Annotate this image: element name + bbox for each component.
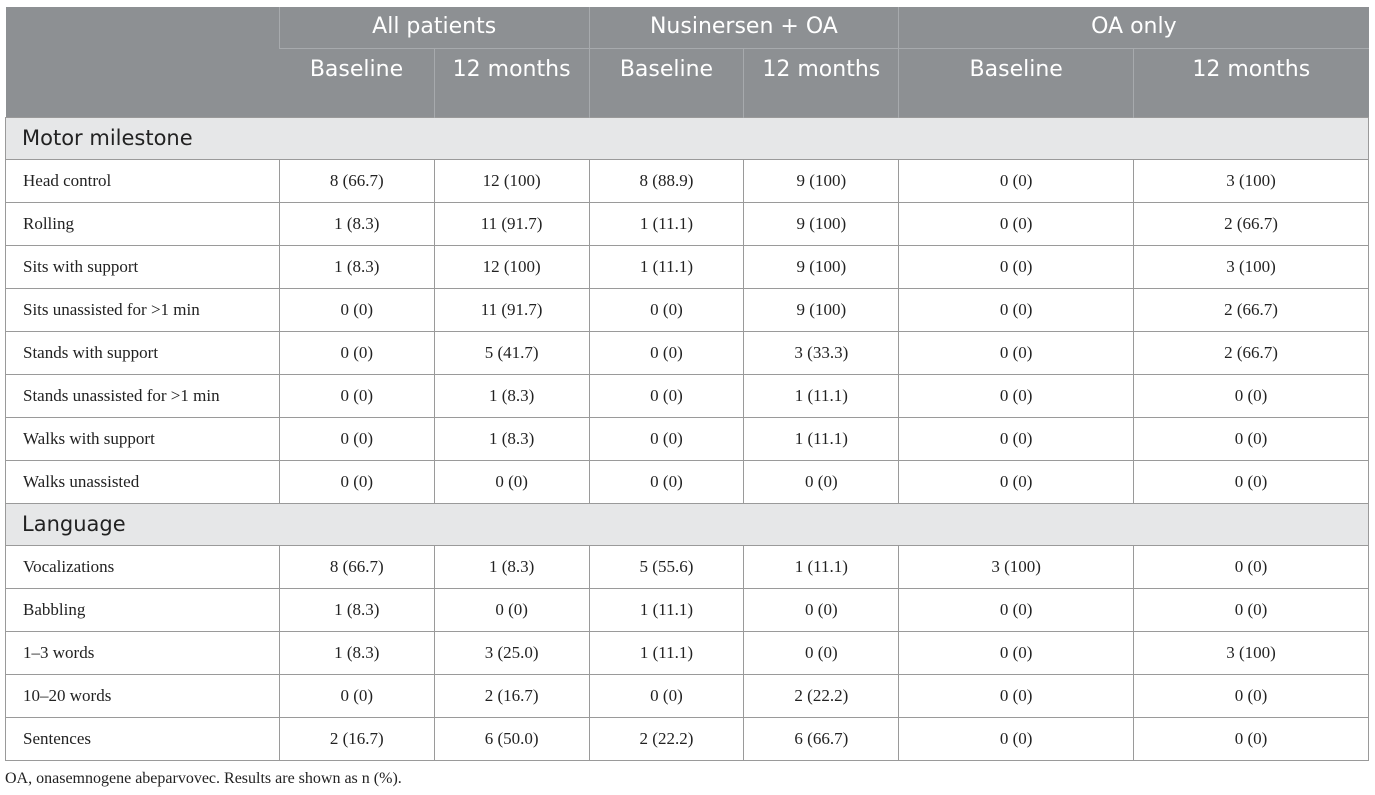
- table-cell: 5 (41.7): [434, 331, 589, 374]
- row-label: 10–20 words: [6, 674, 280, 717]
- table-cell: 0 (0): [279, 674, 434, 717]
- table-cell: 1 (11.1): [744, 545, 899, 588]
- table-cell: 9 (100): [744, 202, 899, 245]
- table-row: [6, 288, 1369, 331]
- group-header-all-patients: All patients: [279, 7, 589, 48]
- table-row: [6, 374, 1369, 417]
- table-cell: 1 (8.3): [434, 417, 589, 460]
- table-cell: 1 (11.1): [589, 631, 744, 674]
- table-row: [6, 460, 1369, 503]
- table-row: [6, 245, 1369, 288]
- subheader-12-months: 12 months: [1134, 48, 1369, 117]
- table-footnote: OA, onasemnogene abeparvovec. Results are shown as n (%).: [5, 770, 402, 787]
- row-label: 1–3 words: [6, 631, 280, 674]
- table-cell: 6 (66.7): [744, 717, 899, 760]
- table-cell: 2 (22.2): [744, 674, 899, 717]
- table-cell: 3 (100): [899, 545, 1134, 588]
- table-cell: 1 (11.1): [744, 374, 899, 417]
- header-corner: [6, 7, 280, 117]
- table-cell: 1 (8.3): [279, 245, 434, 288]
- table-cell: 1 (11.1): [744, 417, 899, 460]
- row-label: Sits unassisted for >1 min: [6, 288, 280, 331]
- table-cell: 9 (100): [744, 159, 899, 202]
- table-cell: 9 (100): [744, 288, 899, 331]
- row-label: Rolling: [6, 202, 280, 245]
- row-label: Walks unassisted: [6, 460, 280, 503]
- table-cell: 0 (0): [899, 417, 1134, 460]
- row-label: Stands with support: [6, 331, 280, 374]
- table-cell: 1 (11.1): [589, 202, 744, 245]
- table-cell: 0 (0): [744, 588, 899, 631]
- table-cell: 3 (33.3): [744, 331, 899, 374]
- table-cell: 0 (0): [589, 460, 744, 503]
- table-cell: 0 (0): [899, 588, 1134, 631]
- table-row: [6, 202, 1369, 245]
- results-table: [5, 7, 1369, 761]
- table-cell: 5 (55.6): [589, 545, 744, 588]
- table-cell: 9 (100): [744, 245, 899, 288]
- table-cell: 0 (0): [434, 460, 589, 503]
- table-row: [6, 159, 1369, 202]
- table-cell: 2 (22.2): [589, 717, 744, 760]
- row-label: Head control: [6, 159, 280, 202]
- table-cell: 0 (0): [589, 374, 744, 417]
- table-cell: 0 (0): [899, 674, 1134, 717]
- table-cell: 12 (100): [434, 159, 589, 202]
- table-cell: 0 (0): [589, 288, 744, 331]
- table-cell: 0 (0): [1134, 674, 1369, 717]
- table-cell: 0 (0): [279, 331, 434, 374]
- table-cell: 0 (0): [899, 717, 1134, 760]
- table-cell: 3 (100): [1134, 631, 1369, 674]
- subheader-baseline: Baseline: [899, 48, 1134, 117]
- table-cell: 1 (8.3): [434, 374, 589, 417]
- table-cell: 11 (91.7): [434, 202, 589, 245]
- table-header: [6, 7, 1369, 117]
- table-cell: 11 (91.7): [434, 288, 589, 331]
- table-cell: 0 (0): [1134, 545, 1369, 588]
- table-row: [6, 674, 1369, 717]
- table-cell: 0 (0): [899, 374, 1134, 417]
- table-row: [6, 331, 1369, 374]
- table-cell: 0 (0): [899, 288, 1134, 331]
- table-cell: 0 (0): [899, 631, 1134, 674]
- table-body: [6, 117, 1369, 760]
- table-cell: 1 (8.3): [279, 631, 434, 674]
- row-label: Sits with support: [6, 245, 280, 288]
- table-cell: 12 (100): [434, 245, 589, 288]
- table-cell: 8 (88.9): [589, 159, 744, 202]
- table-cell: 2 (66.7): [1134, 331, 1369, 374]
- table-cell: 0 (0): [279, 288, 434, 331]
- section-header: Language: [6, 503, 1369, 545]
- subheader-baseline: Baseline: [589, 48, 744, 117]
- table-row: [6, 631, 1369, 674]
- table-cell: 0 (0): [279, 460, 434, 503]
- table-cell: 0 (0): [744, 460, 899, 503]
- table-row: [6, 545, 1369, 588]
- table-cell: 0 (0): [434, 588, 589, 631]
- table-cell: 0 (0): [1134, 588, 1369, 631]
- table-row: [6, 717, 1369, 760]
- table-cell: 8 (66.7): [279, 159, 434, 202]
- table-cell: 0 (0): [899, 331, 1134, 374]
- table-cell: 0 (0): [1134, 460, 1369, 503]
- table-cell: 8 (66.7): [279, 545, 434, 588]
- table-cell: 0 (0): [1134, 374, 1369, 417]
- table-cell: 3 (100): [1134, 159, 1369, 202]
- table-cell: 0 (0): [1134, 717, 1369, 760]
- row-label: Walks with support: [6, 417, 280, 460]
- table-cell: 2 (16.7): [279, 717, 434, 760]
- table-cell: 1 (8.3): [279, 588, 434, 631]
- table-cell: 1 (8.3): [434, 545, 589, 588]
- table-cell: 0 (0): [589, 674, 744, 717]
- group-header-nusinersen-oa: Nusinersen + OA: [589, 7, 899, 48]
- table-cell: 0 (0): [899, 159, 1134, 202]
- section-header: Motor milestone: [6, 117, 1369, 159]
- table-cell: 0 (0): [899, 460, 1134, 503]
- table-cell: 0 (0): [899, 245, 1134, 288]
- table-cell: 1 (11.1): [589, 588, 744, 631]
- table-cell: 2 (16.7): [434, 674, 589, 717]
- table-row: [6, 417, 1369, 460]
- subheader-baseline: Baseline: [279, 48, 434, 117]
- table-cell: 0 (0): [279, 374, 434, 417]
- table-cell: 1 (11.1): [589, 245, 744, 288]
- row-label: Stands unassisted for >1 min: [6, 374, 280, 417]
- table-cell: 0 (0): [744, 631, 899, 674]
- table-cell: 2 (66.7): [1134, 288, 1369, 331]
- table-cell: 6 (50.0): [434, 717, 589, 760]
- table-cell: 3 (25.0): [434, 631, 589, 674]
- row-label: Babbling: [6, 588, 280, 631]
- subheader-12-months: 12 months: [434, 48, 589, 117]
- group-header-oa-only: OA only: [899, 7, 1369, 48]
- table-cell: 0 (0): [279, 417, 434, 460]
- row-label: Vocalizations: [6, 545, 280, 588]
- table-cell: 2 (66.7): [1134, 202, 1369, 245]
- table-cell: 1 (8.3): [279, 202, 434, 245]
- table-cell: 0 (0): [589, 331, 744, 374]
- subheader-12-months: 12 months: [744, 48, 899, 117]
- table-cell: 3 (100): [1134, 245, 1369, 288]
- table-cell: 0 (0): [1134, 417, 1369, 460]
- table-cell: 0 (0): [589, 417, 744, 460]
- table-cell: 0 (0): [899, 202, 1134, 245]
- row-label: Sentences: [6, 717, 280, 760]
- table-row: [6, 588, 1369, 631]
